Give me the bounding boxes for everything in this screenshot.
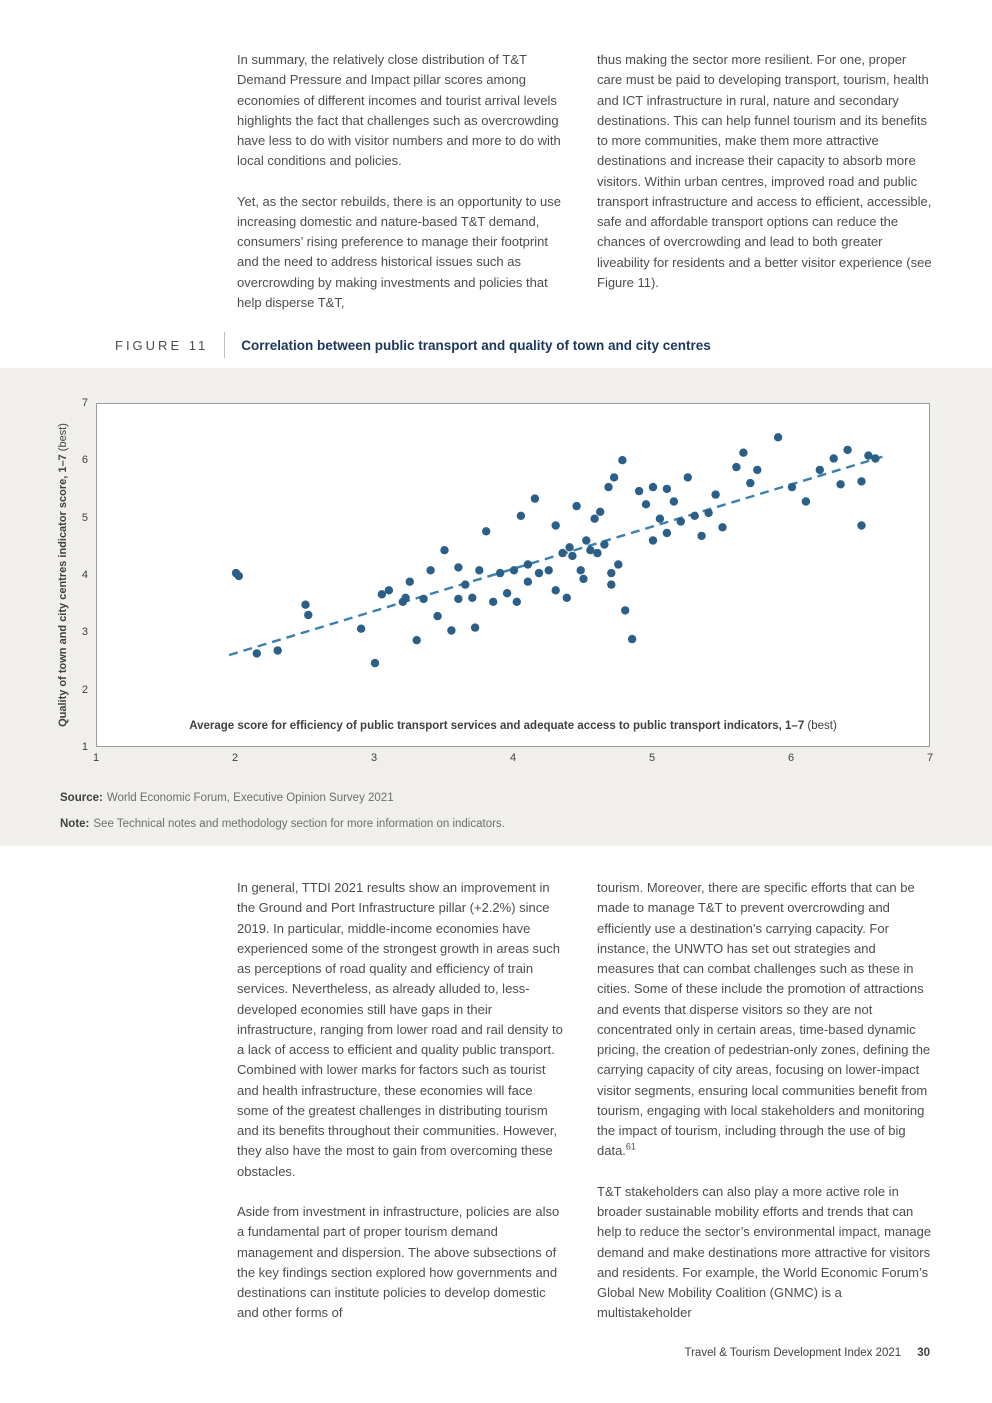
scatter-point	[471, 623, 479, 631]
scatter-point	[524, 578, 532, 586]
scatter-point	[440, 546, 448, 554]
paragraph: In general, TTDI 2021 results show an improvement in the Ground and Port Infrastructure pillar (+2.2%) since 2019. In particular, middle-income economies have experienced some of the strongest growth in areas such as perceptions of road quality and efficiency of train services. Nevertheless, as already alluded to, less-developed economies still have gaps in their infrastructure, ranging from lower road and rail density to a lack of access to efficient and quality public transport. Combined with lower marks for factors such as tourist and health infrastructure, these economies will face some of the greatest challenges in distributing tourism and its benefits throughout their communities. However, they also have the most to gain from overcoming these obstacles.	[237, 880, 563, 1179]
x-axis-tick-label: 3	[370, 752, 378, 764]
scatter-point	[496, 569, 504, 577]
y-axis-tick-label: 3	[81, 626, 88, 639]
scatter-point	[253, 649, 261, 657]
scatter-point	[572, 502, 580, 510]
x-axis-tick-label: 1	[92, 752, 100, 764]
scatter-point	[413, 636, 421, 644]
top-right-column	[597, 50, 935, 293]
scatter-point	[691, 512, 699, 520]
plot-area	[96, 403, 930, 747]
bottom-right-column	[597, 878, 935, 1324]
scatter-point	[577, 566, 585, 574]
y-axis-tick-label: 2	[81, 683, 88, 696]
x-axis-tick-label: 4	[509, 752, 517, 764]
scatter-point	[684, 473, 692, 481]
scatter-point	[607, 580, 615, 588]
page-footer	[685, 1347, 931, 1359]
scatter-point	[582, 536, 590, 544]
x-axis-tick-label: 2	[231, 752, 239, 764]
scatter-point	[454, 563, 462, 571]
scatter-point	[704, 509, 712, 517]
y-axis-tick-label: 5	[81, 511, 88, 524]
figure-title: Correlation between public transport and quality of town and city centres	[241, 337, 711, 353]
scatter-point	[753, 466, 761, 474]
scatter-point	[746, 479, 754, 487]
footer-title: Travel & Tourism Development Index 2021	[684, 1347, 902, 1359]
scatter-point	[857, 477, 865, 485]
paragraph: Aside from investment in infrastructure, policies are also a fundamental part of proper tourism demand management and dispersion. The above subsections of the key findings section explored how governments and destinations can institute policies to develop domestic and other forms of	[237, 1203, 560, 1321]
scatter-point	[857, 521, 865, 529]
scatter-point	[656, 515, 664, 523]
x-axis-tick-label: 7	[926, 752, 934, 764]
scatter-point	[454, 595, 462, 603]
footer-page-number: 30	[917, 1347, 930, 1359]
y-axis-tick-label: 1	[81, 741, 88, 753]
scatter-point	[426, 566, 434, 574]
scatter-point	[843, 446, 851, 454]
scatter-point	[816, 466, 824, 474]
source-label: Source:	[60, 792, 103, 804]
scatter-point	[419, 595, 427, 603]
scatter-point	[628, 635, 636, 643]
scatter-point	[600, 540, 608, 548]
scatter-point	[697, 532, 705, 540]
scatter-point	[552, 586, 560, 594]
scatter-point	[401, 594, 409, 602]
scatter-point	[732, 463, 740, 471]
paragraph: In summary, the relatively close distribution of T&T Demand Pressure and Impact pillar scores among economies of different incomes and tourist arrival levels highlights the fact that challenges such as overcrowding have less to do with visitor numbers and more to do with local conditions and policies.	[237, 52, 561, 169]
scatter-point	[304, 611, 312, 619]
scatter-point	[513, 598, 521, 606]
scatter-point	[663, 485, 671, 493]
source-text: World Economic Forum, Executive Opinion Survey 2021	[106, 792, 394, 804]
scatter-point	[552, 521, 560, 529]
scatter-point	[545, 566, 553, 574]
scatter-point	[663, 529, 671, 537]
paragraph: T&T stakeholders can also play a more active role in broader sustainable mobility efforts and trends that can help to reduce the sector’s environmental impact, manage demand and make destinations more attractive for visitors and residents. For example, the World Economic Forum’s Global New Mobility Coalition (GNMC) is a multistakeholder	[597, 1183, 932, 1321]
scatter-point	[871, 454, 879, 462]
note-label: Note:	[60, 818, 90, 830]
scatter-point	[406, 578, 414, 586]
figure-header	[115, 332, 935, 358]
scatter-point	[301, 601, 309, 609]
scatter-point	[235, 572, 243, 580]
bottom-left-column	[237, 878, 567, 1324]
scatter-point	[579, 575, 587, 583]
paragraph: tourism. Moreover, there are specific efforts that can be made to manage T&T to prevent overcrowding and efficiently use a destination’s carrying capacity. For instance, the UNWTO has set out strategies and measures that can combat challenges such as these in cities. Some of these include the promotion of attractions and events that disperse visitors so they are not concentrated only in certain areas, time-based dynamic pricing, the creation of pedestrian-only zones, defining the carrying capacity of city areas, focusing on lower-impact visitor segments, ensuring local communities benefit from tourism, engaging with local stakeholders and monitoring the impact of tourism, including through the use of big data.$^{61}$	[597, 880, 931, 1159]
scatter-point	[524, 560, 532, 568]
scatter-point	[447, 626, 455, 634]
paragraph: thus making the sector more resilient. For one, proper care must be paid to developing transport, tourism, health and ICT infrastructure in rural, nature and secondary destinations. This can help funnel tourism and its benefits to more communities, make them more attractive destinations and increase their capacity to absorb more visitors. Within urban centres, improved road and public transport infrastructure and access to efficient, accessible, safe and affordable transport options can reduce the chances of overcrowding and lead to both greater liveability for residents and a better visitor experience (see Figure 11).	[597, 52, 932, 290]
scatter-point	[802, 497, 810, 505]
scatter-point	[621, 606, 629, 614]
scatter-point	[642, 500, 650, 508]
scatter-point	[718, 523, 726, 531]
scatter-plot	[97, 404, 931, 748]
scatter-point	[357, 625, 365, 633]
scatter-point	[649, 483, 657, 491]
scatter-point	[635, 487, 643, 495]
figure-label: FIGURE 11	[115, 337, 209, 353]
footnote-ref: 61	[625, 1142, 636, 1153]
y-axis-tick-label: 4	[81, 569, 88, 581]
scatter-point	[510, 566, 518, 574]
scatter-point	[590, 515, 598, 523]
x-axis-tick-label: 5	[648, 752, 656, 764]
scatter-point	[461, 580, 469, 588]
scatter-point	[677, 517, 685, 525]
scatter-point	[830, 454, 838, 462]
scatter-point	[614, 560, 622, 568]
scatter-point	[535, 569, 543, 577]
scatter-point	[482, 527, 490, 535]
note-line	[60, 818, 505, 830]
scatter-point	[618, 456, 626, 464]
scatter-point	[468, 594, 476, 602]
scatter-point	[836, 480, 844, 488]
scatter-point	[433, 612, 441, 620]
scatter-point	[503, 589, 511, 597]
scatter-point	[558, 549, 566, 557]
y-axis-tick-label: 7	[81, 397, 88, 409]
y-axis-label: Quality of town and city centres indicator score, 1–7 (best)	[57, 423, 69, 727]
scatter-point	[670, 497, 678, 505]
scatter-point	[517, 512, 525, 520]
scatter-point	[596, 508, 604, 516]
y-axis-tick-label: 6	[81, 454, 88, 467]
scatter-point	[774, 433, 782, 441]
top-left-column	[237, 50, 563, 313]
x-axis-label: Average score for efficiency of public transport services and adequate access to public transport indicators, 1–7 (best)	[189, 720, 837, 732]
scatter-point	[563, 594, 571, 602]
scatter-point	[607, 569, 615, 577]
scatter-point	[565, 543, 573, 551]
figure-divider	[224, 332, 225, 358]
scatter-point	[604, 483, 612, 491]
scatter-point	[274, 646, 282, 654]
source-line	[60, 792, 394, 804]
scatter-point	[475, 566, 483, 574]
scatter-point	[489, 598, 497, 606]
scatter-point	[788, 483, 796, 491]
scatter-point	[649, 536, 657, 544]
scatter-point	[371, 659, 379, 667]
note-text: See Technical notes and methodology section for more information on indicators.	[93, 818, 505, 830]
paragraph: Yet, as the sector rebuilds, there is an opportunity to use increasing domestic and nature-based T&T demand, consumers’ rising preference to manage their footprint and the need to address historical issues such as overcrowding by making investments and policies that help disperse T&T,	[237, 193, 561, 310]
figure-panel	[0, 368, 992, 846]
scatter-point	[711, 490, 719, 498]
scatter-point	[531, 494, 539, 502]
scatter-point	[593, 549, 601, 557]
scatter-point	[610, 473, 618, 481]
trend-line	[229, 457, 882, 655]
scatter-point	[739, 449, 747, 457]
scatter-point	[385, 586, 393, 594]
scatter-point	[568, 552, 576, 560]
x-axis-tick-label: 6	[787, 752, 795, 764]
